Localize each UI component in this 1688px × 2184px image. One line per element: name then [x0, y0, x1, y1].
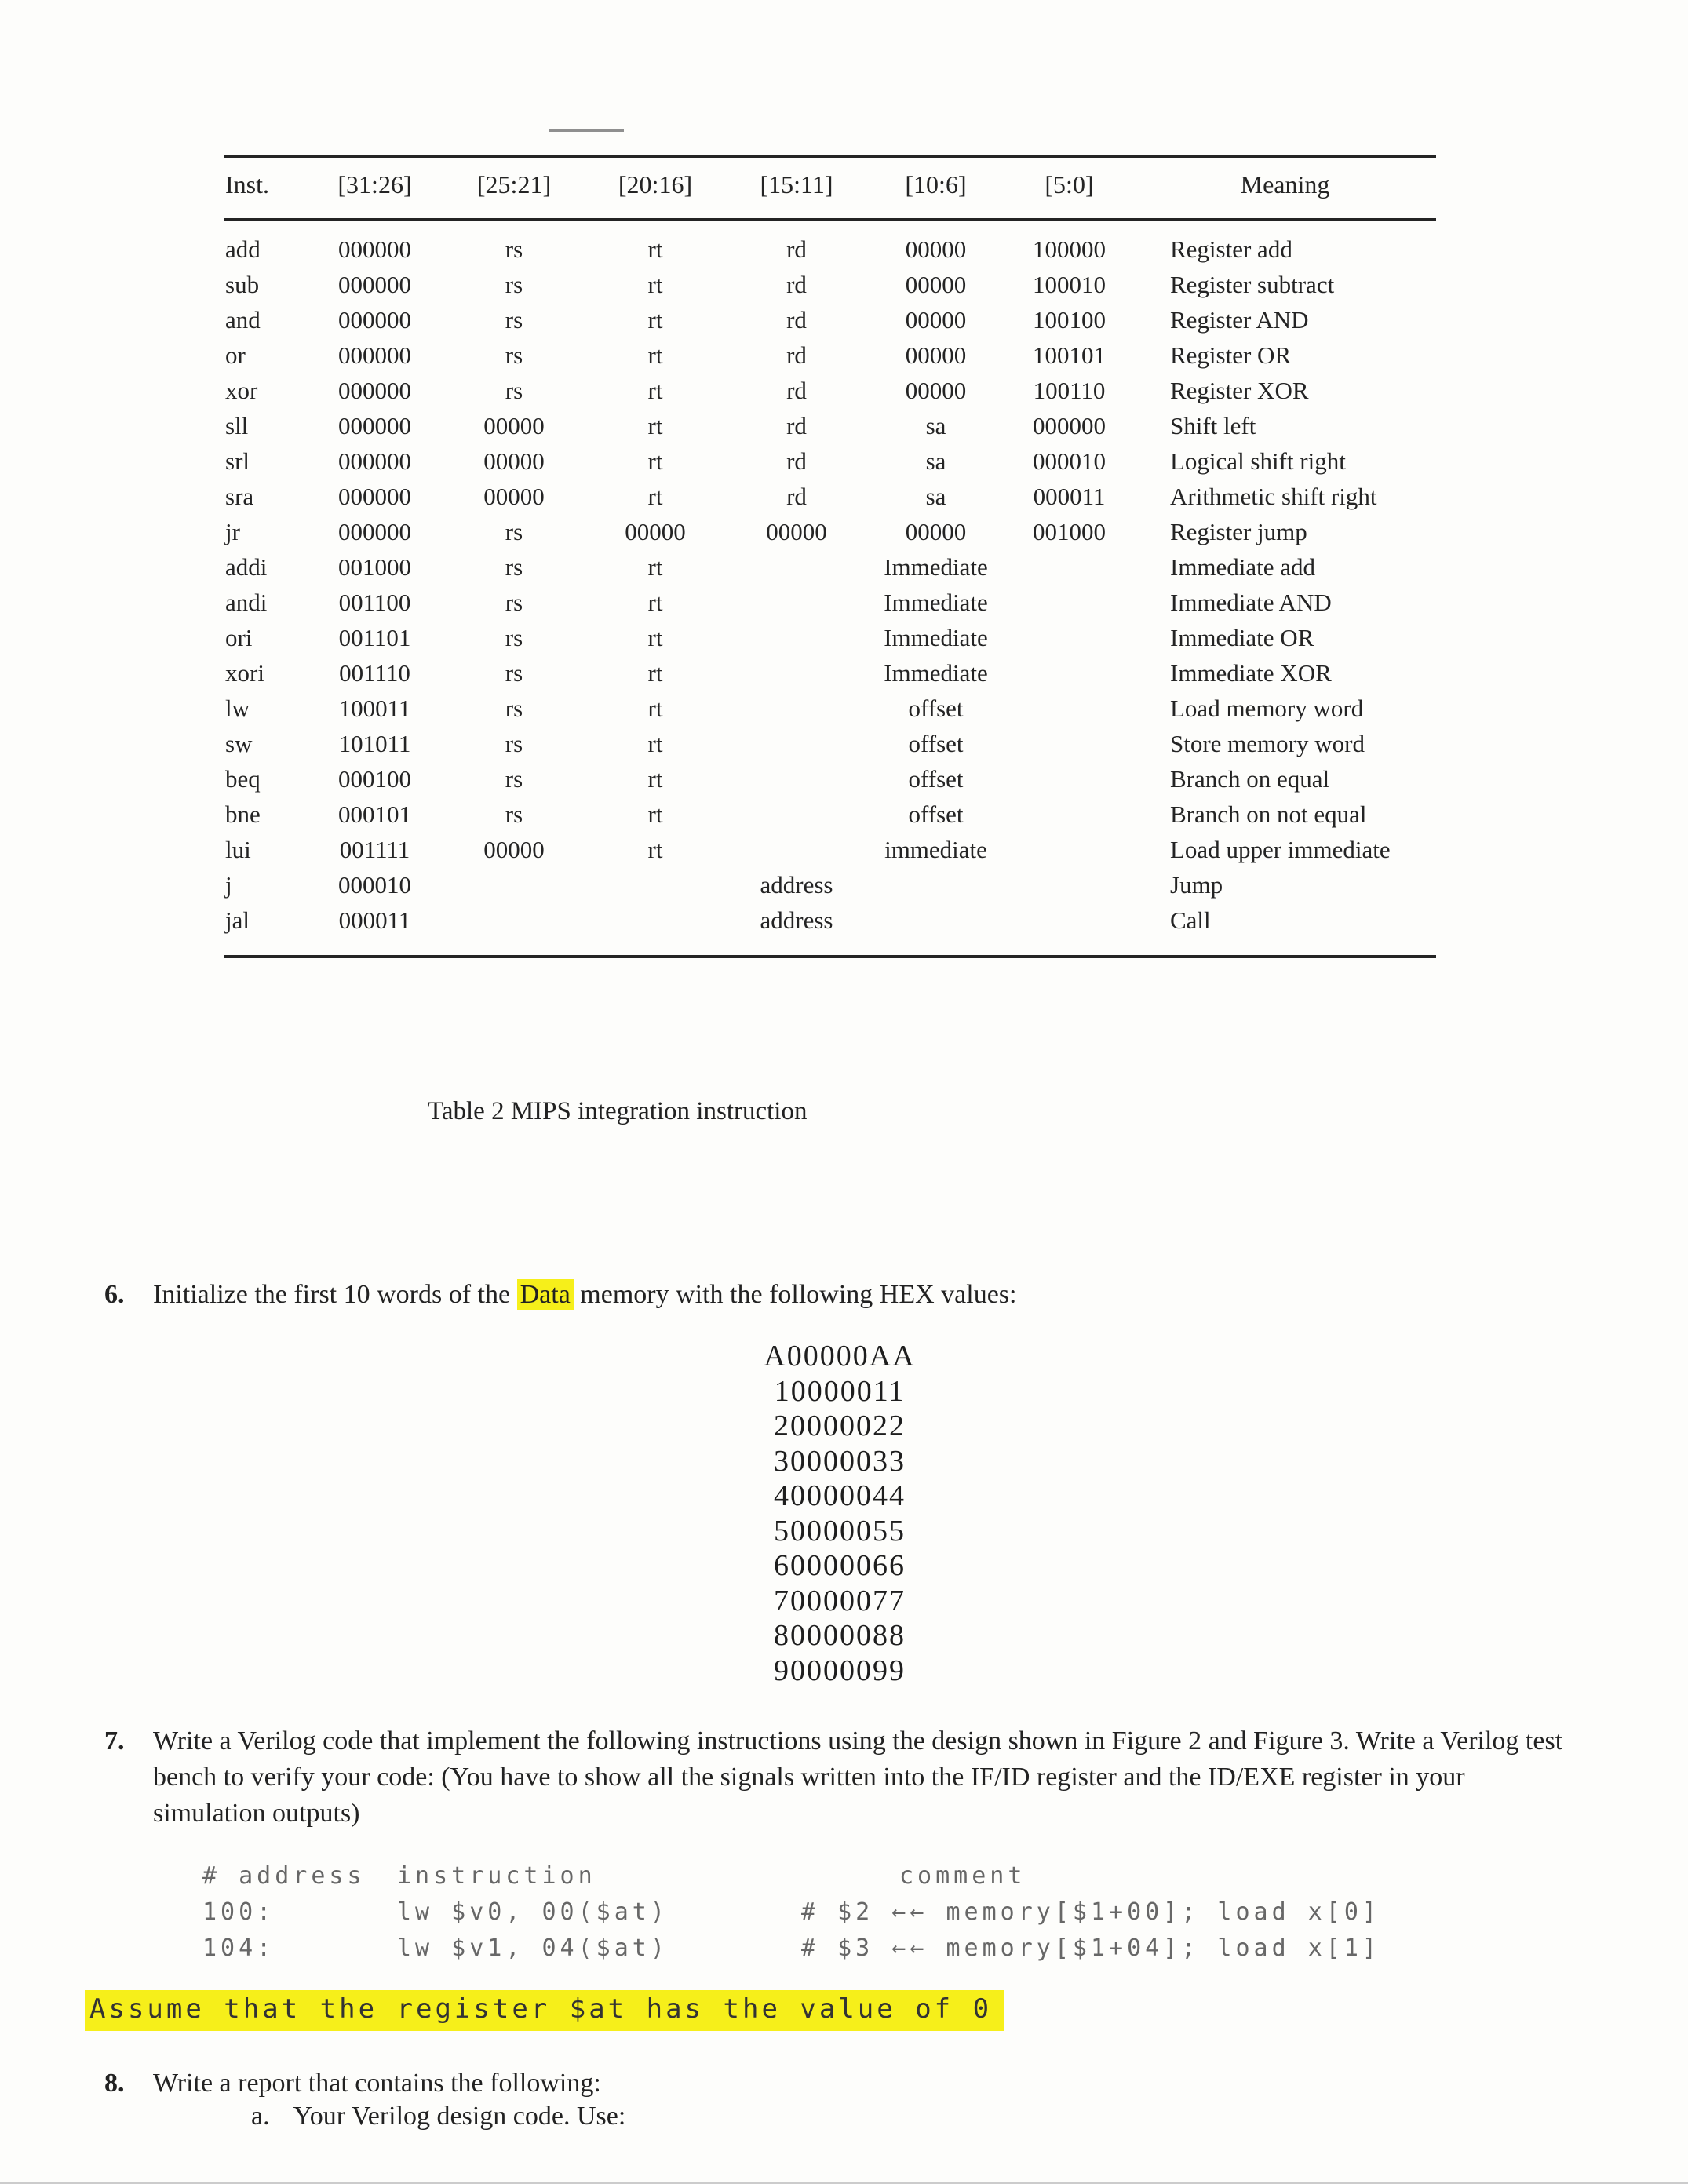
- table-cell: 000100: [338, 765, 411, 793]
- table-cell: rt: [647, 306, 663, 334]
- table-cell: sa: [925, 412, 946, 439]
- table-cell: [726, 726, 867, 761]
- table-cell: 101011: [338, 730, 411, 757]
- table-cell: sll: [225, 412, 249, 439]
- table-cell: rd: [786, 447, 807, 475]
- table-cell: 000000: [338, 235, 411, 263]
- table-cell: rt: [647, 765, 663, 793]
- table-cell: Load upper immediate: [1170, 836, 1391, 863]
- table-cell: andi: [225, 589, 268, 616]
- table-row: [224, 443, 1436, 479]
- table-cell: Arithmetic shift right: [1170, 483, 1377, 510]
- code-header-instruction: instruction: [397, 1862, 596, 1890]
- table-cell: 100100: [1033, 306, 1106, 334]
- table-cell: 001110: [339, 659, 410, 687]
- table-cell: rt: [647, 235, 663, 263]
- table-cell: [585, 867, 726, 902]
- table-cell: rs: [505, 695, 523, 722]
- hex-value: 60000066: [774, 1549, 906, 1582]
- table-cell: Register jump: [1170, 518, 1307, 545]
- code-instruction: lw $v1, 04($at): [397, 1934, 669, 1962]
- question-8a-text: Your Verilog design code. Use:: [293, 2102, 626, 2131]
- table-cell: sa: [925, 447, 946, 475]
- table-cell: 00000: [766, 518, 827, 545]
- table-cell: rt: [647, 483, 663, 510]
- table-cell: Logical shift right: [1170, 447, 1346, 475]
- hex-value: 30000033: [774, 1444, 906, 1478]
- table-cell: Load memory word: [1170, 695, 1364, 722]
- table-row: [224, 585, 1436, 620]
- table-cell: 100000: [1033, 235, 1106, 263]
- table-row: [224, 302, 1436, 337]
- table-cell: Register OR: [1170, 341, 1292, 369]
- table-cell: Branch on not equal: [1170, 800, 1367, 828]
- table-cell: [585, 902, 726, 957]
- table-cell: 000000: [338, 377, 411, 404]
- table-cell: 100101: [1033, 341, 1106, 369]
- code-instruction: lw $v0, 00($at): [397, 1898, 669, 1926]
- column-header-inst: Inst.: [224, 156, 306, 220]
- table-cell: Immediate AND: [1170, 589, 1332, 616]
- hex-value: 50000055: [774, 1514, 906, 1548]
- question-8-number: 8.: [104, 2069, 125, 2098]
- table-cell: 001000: [1033, 518, 1106, 545]
- question-8a-label: a.: [251, 2102, 270, 2131]
- table-row: [224, 373, 1436, 408]
- table-cell: rt: [647, 800, 663, 828]
- table-cell: 00000: [905, 235, 967, 263]
- table-cell: sw: [225, 730, 253, 757]
- table-cell: 000000: [338, 306, 411, 334]
- table-cell: rt: [647, 730, 663, 757]
- mips-instruction-table: [224, 155, 1436, 958]
- code-comment: # $2 ←← memory[$1+00]; load x[0]: [801, 1898, 1380, 1926]
- table-cell: rd: [786, 341, 807, 369]
- table-row: [224, 761, 1436, 797]
- table-row: [224, 267, 1436, 302]
- table-cell: Register AND: [1170, 306, 1309, 334]
- table-cell: add: [225, 235, 261, 263]
- table-cell: [1004, 867, 1134, 902]
- table-cell: beq: [225, 765, 261, 793]
- table-cell: rd: [786, 412, 807, 439]
- table-cell: and: [225, 306, 261, 334]
- table-row: [224, 514, 1436, 549]
- table-cell: [726, 832, 867, 867]
- table-cell: 000011: [338, 906, 411, 934]
- table-cell: rs: [505, 341, 523, 369]
- table-caption: Table 2 MIPS integration instruction: [428, 1097, 808, 1125]
- table-cell: offset: [908, 800, 964, 828]
- table-header-row: [224, 156, 1436, 220]
- table-row: [224, 832, 1436, 867]
- table-cell: 001000: [338, 553, 411, 581]
- code-comment: # $3 ←← memory[$1+04]; load x[1]: [801, 1934, 1380, 1962]
- table-cell: 001111: [339, 836, 410, 863]
- table-cell: 00000: [905, 271, 967, 298]
- table-cell: 00000: [905, 518, 967, 545]
- table-cell: rt: [647, 553, 663, 581]
- table-cell: rs: [505, 730, 523, 757]
- code-address: 104:: [202, 1934, 275, 1962]
- question-8a: [251, 2102, 625, 2131]
- table-cell: rt: [647, 695, 663, 722]
- table-cell: rs: [505, 765, 523, 793]
- table-cell: rs: [505, 377, 523, 404]
- code-header-comment: comment: [899, 1862, 1026, 1890]
- table-cell: [1004, 761, 1134, 797]
- table-cell: rs: [505, 624, 523, 651]
- table-cell: Branch on equal: [1170, 765, 1330, 793]
- table-cell: 00000: [905, 306, 967, 334]
- hex-value: 90000099: [774, 1653, 906, 1687]
- table-cell: Register subtract: [1170, 271, 1335, 298]
- table-cell: 000011: [1033, 483, 1106, 510]
- question-6: [104, 1277, 1566, 1313]
- table-cell: 000000: [338, 447, 411, 475]
- code-listing: [202, 1858, 1537, 1967]
- table-cell: [1004, 620, 1134, 655]
- table-cell: [726, 620, 867, 655]
- table-cell: lui: [225, 836, 251, 863]
- table-cell: Immediate: [884, 589, 988, 616]
- table-cell: sub: [225, 271, 260, 298]
- table-cell: 00000: [483, 412, 545, 439]
- table-cell: ori: [225, 624, 253, 651]
- table-cell: rt: [647, 659, 663, 687]
- table-cell: 00000: [905, 341, 967, 369]
- code-address: 100:: [202, 1898, 275, 1926]
- code-row: [202, 1931, 1537, 1967]
- table-cell: offset: [908, 730, 964, 757]
- column-header-meaning: Meaning: [1134, 156, 1436, 220]
- table-cell: [1004, 691, 1134, 726]
- table-cell: rt: [647, 589, 663, 616]
- hex-value: A00000AA: [764, 1340, 916, 1373]
- table-cell: rt: [647, 836, 663, 863]
- table-cell: rs: [505, 271, 523, 298]
- table-cell: Shift left: [1170, 412, 1256, 439]
- table-cell: immediate: [884, 836, 987, 863]
- question-8: [104, 2066, 1566, 2102]
- table-body: [224, 220, 1436, 957]
- table-cell: [1004, 832, 1134, 867]
- code-header-row: [202, 1858, 1537, 1894]
- table-cell: j: [225, 871, 232, 899]
- table-cell: [867, 867, 1004, 902]
- table-cell: 000000: [338, 271, 411, 298]
- table-cell: 00000: [483, 836, 545, 863]
- table-cell: [726, 585, 867, 620]
- table-cell: [443, 867, 585, 902]
- column-header-2016: [20:16]: [585, 156, 726, 220]
- column-header-2521: [25:21]: [443, 156, 585, 220]
- table-cell: rd: [786, 271, 807, 298]
- assume-note-highlighted: Assume that the register $at has the value of 0: [85, 1990, 1004, 2031]
- table-cell: Register add: [1170, 235, 1292, 263]
- table-cell: Store memory word: [1170, 730, 1365, 757]
- table-cell: 000010: [1033, 447, 1106, 475]
- table-cell: rd: [786, 377, 807, 404]
- table-row: [224, 479, 1436, 514]
- question-7-number: 7.: [104, 1726, 125, 1756]
- table-cell: rs: [505, 235, 523, 263]
- hex-value: 80000088: [774, 1619, 906, 1652]
- table-cell: rs: [505, 800, 523, 828]
- table-cell: 100011: [338, 695, 411, 722]
- table-cell: Immediate: [884, 659, 988, 687]
- table-cell: rt: [647, 341, 663, 369]
- table-cell: addi: [225, 553, 268, 581]
- table-cell: [1004, 585, 1134, 620]
- table-cell: rs: [505, 553, 523, 581]
- table-cell: rt: [647, 624, 663, 651]
- scan-artifact: [549, 129, 624, 132]
- table-cell: [443, 902, 585, 957]
- table-cell: bne: [225, 800, 261, 828]
- table-cell: [726, 549, 867, 585]
- code-header-address: # address: [202, 1862, 366, 1890]
- table-cell: [1004, 797, 1134, 832]
- table-cell: rt: [647, 447, 663, 475]
- table-row: [224, 337, 1436, 373]
- column-header-3126: [31:26]: [306, 156, 443, 220]
- column-header-1511: [15:11]: [726, 156, 867, 220]
- table-cell: address: [760, 871, 833, 899]
- table-cell: rd: [786, 483, 807, 510]
- table-cell: offset: [908, 765, 964, 793]
- table-cell: 000010: [338, 871, 411, 899]
- question-7: [104, 1723, 1566, 1832]
- table-cell: Register XOR: [1170, 377, 1309, 404]
- question-6-text-suffix: memory with the following HEX values:: [573, 1280, 1017, 1309]
- hex-values-list: [628, 1339, 1052, 1688]
- table-cell: 000101: [338, 800, 411, 828]
- table-cell: offset: [908, 695, 964, 722]
- table-cell: [726, 655, 867, 691]
- table-cell: 001101: [338, 624, 411, 651]
- question-6-text-prefix: Initialize the first 10 words of the: [153, 1280, 517, 1309]
- table-row: [224, 549, 1436, 585]
- table-cell: sra: [225, 483, 254, 510]
- table-cell: 100010: [1033, 271, 1106, 298]
- table-row: [224, 691, 1436, 726]
- table-cell: srl: [225, 447, 250, 475]
- table-cell: 100110: [1033, 377, 1106, 404]
- table-cell: 000000: [338, 341, 411, 369]
- table-cell: sa: [925, 483, 946, 510]
- table-cell: Call: [1170, 906, 1211, 934]
- table-cell: 00000: [483, 483, 545, 510]
- table-cell: jr: [225, 518, 240, 545]
- table-row: [224, 902, 1436, 957]
- table-cell: address: [760, 906, 833, 934]
- column-header-50: [5:0]: [1004, 156, 1134, 220]
- table-cell: xor: [225, 377, 258, 404]
- table-cell: lw: [225, 695, 250, 722]
- table-row: [224, 408, 1436, 443]
- table-cell: rt: [647, 412, 663, 439]
- table-row: [224, 797, 1436, 832]
- table-cell: 000000: [338, 518, 411, 545]
- table-cell: Immediate XOR: [1170, 659, 1332, 687]
- table-cell: or: [225, 341, 246, 369]
- table-cell: Immediate: [884, 624, 988, 651]
- table-cell: 001100: [338, 589, 411, 616]
- table-cell: rs: [505, 589, 523, 616]
- table-cell: 000000: [338, 483, 411, 510]
- question-6-text: [153, 1277, 1566, 1313]
- table-cell: [1004, 726, 1134, 761]
- table-cell: rd: [786, 235, 807, 263]
- table-cell: [726, 797, 867, 832]
- table-row: [224, 220, 1436, 268]
- highlighted-word-data: Data: [517, 1279, 574, 1310]
- hex-value: 40000044: [774, 1479, 906, 1512]
- table-cell: xori: [225, 659, 264, 687]
- table-cell: Immediate add: [1170, 553, 1316, 581]
- hex-value: 10000011: [774, 1374, 906, 1408]
- table-cell: rt: [647, 271, 663, 298]
- table-cell: rd: [786, 306, 807, 334]
- question-6-number: 6.: [104, 1280, 125, 1309]
- table-cell: Immediate OR: [1170, 624, 1314, 651]
- table-cell: rt: [647, 377, 663, 404]
- table-row: [224, 867, 1436, 902]
- table-cell: [867, 902, 1004, 957]
- table-cell: rs: [505, 659, 523, 687]
- table-cell: 00000: [625, 518, 686, 545]
- code-row: [202, 1894, 1537, 1931]
- table-cell: [726, 691, 867, 726]
- question-7-text: Write a Verilog code that implement the following instructions using the design shown in Figure 2 and Figure 3. Write a Verilog test bench to verify your code: (You have to show all the signals written into the IF/ID register and the ID/EXE register in your simulation outputs): [153, 1726, 1563, 1828]
- table-row: [224, 620, 1436, 655]
- hex-value: 70000077: [774, 1584, 906, 1617]
- table-cell: Jump: [1170, 871, 1223, 899]
- table-cell: 000000: [1033, 412, 1106, 439]
- table-cell: rs: [505, 518, 523, 545]
- table-cell: rs: [505, 306, 523, 334]
- table-cell: 000000: [338, 412, 411, 439]
- column-header-106: [10:6]: [867, 156, 1004, 220]
- table-cell: [1004, 549, 1134, 585]
- table-cell: Immediate: [884, 553, 988, 581]
- table-cell: jal: [225, 906, 250, 934]
- question-8-text: Write a report that contains the following:: [153, 2069, 601, 2098]
- table-cell: [726, 761, 867, 797]
- table-row: [224, 726, 1436, 761]
- table-row: [224, 655, 1436, 691]
- table-cell: 00000: [483, 447, 545, 475]
- table-cell: [1004, 902, 1134, 957]
- table-cell: 00000: [905, 377, 967, 404]
- table-cell: [1004, 655, 1134, 691]
- hex-value: 20000022: [774, 1409, 906, 1442]
